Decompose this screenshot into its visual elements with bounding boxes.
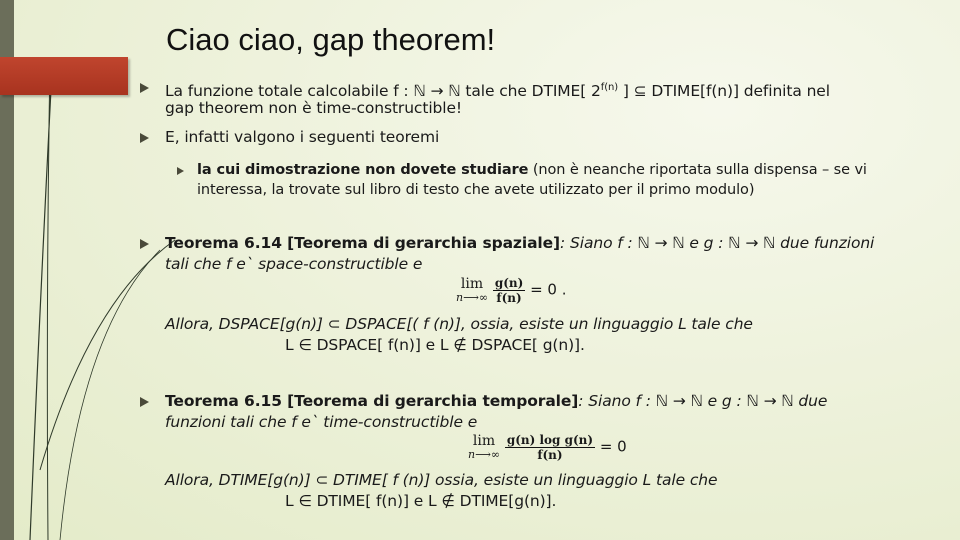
bullet-icon: [140, 83, 149, 93]
slide-title: Ciao ciao, gap theorem!: [166, 22, 496, 57]
theorem-6-15-line-2: funzioni tali che f e` time-constructible e: [165, 413, 478, 431]
bullet-1-line-1: La funzione totale calcolabile f : ℕ → ℕ tale che DTIME[ $2^{f(n)}$ ] ⊆ DTIME[f(n)] definita nel: [165, 82, 830, 101]
theorem-6-14-line-1: Teorema 6.14 [Teorema di gerarchia spaziale]: Siano f : ℕ → ℕ e g : ℕ → ℕ due funzioni: [165, 234, 875, 252]
theorem-6-14-line-4: L ∈ DSPACE[ f(n)] e L ∉ DSPACE[ g(n)].: [285, 336, 585, 354]
sub-bullet-icon: [177, 167, 184, 175]
theorem-6-14-line-3: Allora, DSPACE[g(n)] ⊂ DSPACE[( f (n)], ossia, esiste un linguaggio L tale che: [165, 315, 753, 333]
title-accent-bar: [0, 57, 128, 95]
theorem-6-14-limit: lim n⟶∞ $\frac{g(n)}{f(n)}$ = 0 .: [456, 275, 567, 305]
theorem-6-15-limit: lim n⟶∞ $\frac{\text{g(n) log g(n)}}{f(n)}$ = 0: [468, 432, 627, 462]
sub-bullet-line-2: interessa, la trovate sul libro di testo che avete utilizzato per il primo modulo): [197, 182, 755, 198]
bullet-2-line-1: E, infatti valgono i seguenti teoremi: [165, 128, 440, 146]
bullet-1-line-2: gap theorem non è time-constructible!: [165, 99, 463, 117]
theorem-6-15-line-3: Allora, DTIME[g(n)] ⊂ DTIME[ f (n)] ossia, esiste un linguaggio L tale che: [165, 471, 718, 489]
bullet-icon: [140, 239, 149, 249]
theorem-6-14-line-2: tali che f e` space-constructible e: [165, 255, 423, 273]
theorem-6-15-line-1: Teorema 6.15 [Teorema di gerarchia temporale]: Siano f : ℕ → ℕ e g : ℕ → ℕ due: [165, 392, 828, 410]
bullet-icon: [140, 133, 149, 143]
bullet-icon: [140, 397, 149, 407]
theorem-6-15-line-4: L ∈ DTIME[ f(n)] e L ∉ DTIME[g(n)].: [285, 492, 557, 510]
sub-bullet-line-1: la cui dimostrazione non dovete studiare (non è neanche riportata sulla dispensa – se vi: [197, 162, 867, 178]
